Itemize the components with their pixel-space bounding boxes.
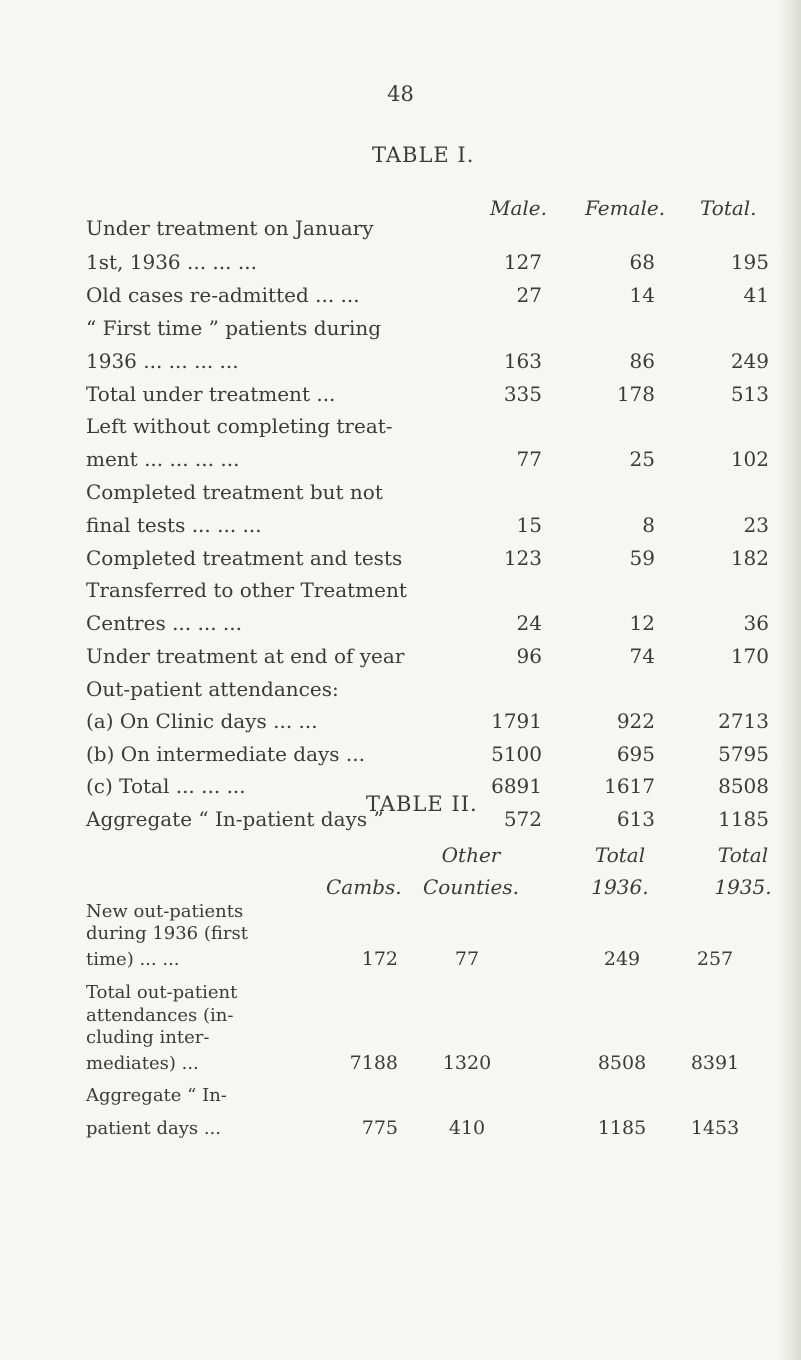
table1-cell: 8508 [718, 774, 769, 798]
table1-cell: 123 [503, 546, 542, 570]
table2-row-label: mediates) ... [86, 1053, 199, 1074]
table1-cell: 922 [616, 709, 655, 733]
table1-cell: 1617 [604, 774, 655, 798]
table2-cell: 172 [361, 948, 398, 970]
table1-cell: 1791 [491, 709, 542, 733]
table2-header-total1936-bottom: 1936. [591, 875, 649, 899]
table1-cell: 127 [503, 250, 542, 274]
table2-cell: 7188 [349, 1052, 398, 1074]
table2-cell: 1185 [597, 1117, 647, 1139]
table1-cell: 96 [516, 644, 542, 668]
table1-cell: 335 [503, 382, 542, 406]
table2-cell: 257 [696, 948, 734, 970]
table1-cell: 8 [642, 513, 655, 537]
table1-cell: 5100 [491, 742, 542, 766]
table1-cell: 15 [516, 513, 542, 537]
table2-header-cambs: Cambs. [326, 875, 402, 899]
table1-row-label: 1936 ... ... ... ... [86, 349, 239, 373]
table1-cell: 6891 [491, 774, 542, 798]
table1-header-male: Male. [490, 196, 547, 220]
table2-cell: 410 [448, 1117, 486, 1139]
table1-row-label: Completed treatment but not [86, 480, 383, 504]
table1-row-label: “ First time ” patients during [86, 316, 382, 340]
table1-row-label: final tests ... ... ... [86, 513, 262, 537]
table2-row-label: New out-patients [86, 901, 244, 922]
table1-cell: 182 [730, 546, 769, 570]
table2-cell: 1453 [690, 1117, 740, 1139]
table1-cell: 5795 [718, 742, 769, 766]
table1-cell: 2713 [718, 709, 769, 733]
page-edge-shadow [779, 0, 801, 1360]
table1-row-label: Transferred to other Treatment [86, 578, 407, 602]
table1-row-label: Completed treatment and tests [86, 546, 403, 570]
table2-header-total1935-top: Total [717, 843, 769, 867]
table2-header-total1935-bottom: 1935. [714, 875, 772, 899]
table1-header-female: Female. [585, 196, 666, 220]
table2-cell: 77 [454, 948, 480, 970]
table1-cell: 41 [743, 283, 769, 307]
table1-cell: 163 [503, 349, 542, 373]
table1-row-label: Left without completing treat- [86, 414, 393, 438]
table1-row-label: Out-patient attendances: [86, 677, 339, 701]
table1-cell: 59 [629, 546, 655, 570]
table1-cell: 613 [616, 807, 655, 831]
table1-row-label: 1st, 1936 ... ... ... [86, 250, 257, 274]
table2-cell: 8391 [690, 1052, 740, 1074]
table1-cell: 12 [629, 611, 655, 635]
table2-row-label: cluding inter- [86, 1027, 210, 1048]
table1-cell: 695 [616, 742, 655, 766]
table2-header-other: Other [441, 843, 501, 867]
table1-cell: 68 [629, 250, 655, 274]
table2-cell: 1320 [442, 1052, 492, 1074]
table2-title: TABLE II. [366, 792, 478, 816]
table1-cell: 249 [730, 349, 769, 373]
table1-cell: 36 [743, 611, 769, 635]
table2-row-label: Aggregate “ In- [86, 1085, 227, 1106]
table1-cell: 86 [629, 349, 655, 373]
table2-cell: 8508 [597, 1052, 647, 1074]
table1-row-label: Total under treatment ... [86, 382, 336, 406]
table1-cell: 74 [629, 644, 655, 668]
table1-row-label: (b) On intermediate days ... [86, 742, 365, 766]
table2-cell: 775 [361, 1117, 398, 1139]
table1-cell: 1185 [718, 807, 769, 831]
table1-cell: 27 [516, 283, 542, 307]
table1-row-label: Centres ... ... ... [86, 611, 243, 635]
table1-cell: 24 [516, 611, 542, 635]
table1-row-label: Under treatment on January [86, 216, 374, 240]
table2-row-label: during 1936 (first [86, 923, 248, 944]
table1-cell: 178 [616, 382, 655, 406]
table1-row-label: Aggregate “ In-patient days ” [86, 807, 384, 831]
page-number: 48 [387, 82, 414, 106]
table1-cell: 14 [629, 283, 655, 307]
table2-row-label: time) ... ... [86, 949, 180, 970]
table1-row-label: (a) On Clinic days ... ... [86, 709, 318, 733]
table1-cell: 513 [730, 382, 769, 406]
table1-cell: 25 [629, 447, 655, 471]
table1-row-label: ment ... ... ... ... [86, 447, 240, 471]
table1-row-label: Under treatment at end of year [86, 644, 405, 668]
table2-header-total1936-top: Total [594, 843, 646, 867]
table1-cell: 572 [503, 807, 542, 831]
table1-title: TABLE I. [372, 143, 475, 167]
table1-cell: 77 [516, 447, 542, 471]
table1-row-label: Old cases re-admitted ... ... [86, 283, 360, 307]
table2-cell: 249 [603, 948, 641, 970]
table1-cell: 195 [730, 250, 769, 274]
table1-cell: 23 [743, 513, 769, 537]
table2-row-label: Total out-patient [86, 982, 238, 1003]
table1-cell: 102 [730, 447, 769, 471]
table2-row-label: attendances (in- [86, 1005, 234, 1026]
table2-header-counties: Counties. [423, 875, 519, 899]
table2-row-label: patient days ... [86, 1118, 221, 1139]
table1-row-label: (c) Total ... ... ... [86, 774, 246, 798]
table1-cell: 170 [730, 644, 769, 668]
table1-header-total: Total. [700, 196, 757, 220]
